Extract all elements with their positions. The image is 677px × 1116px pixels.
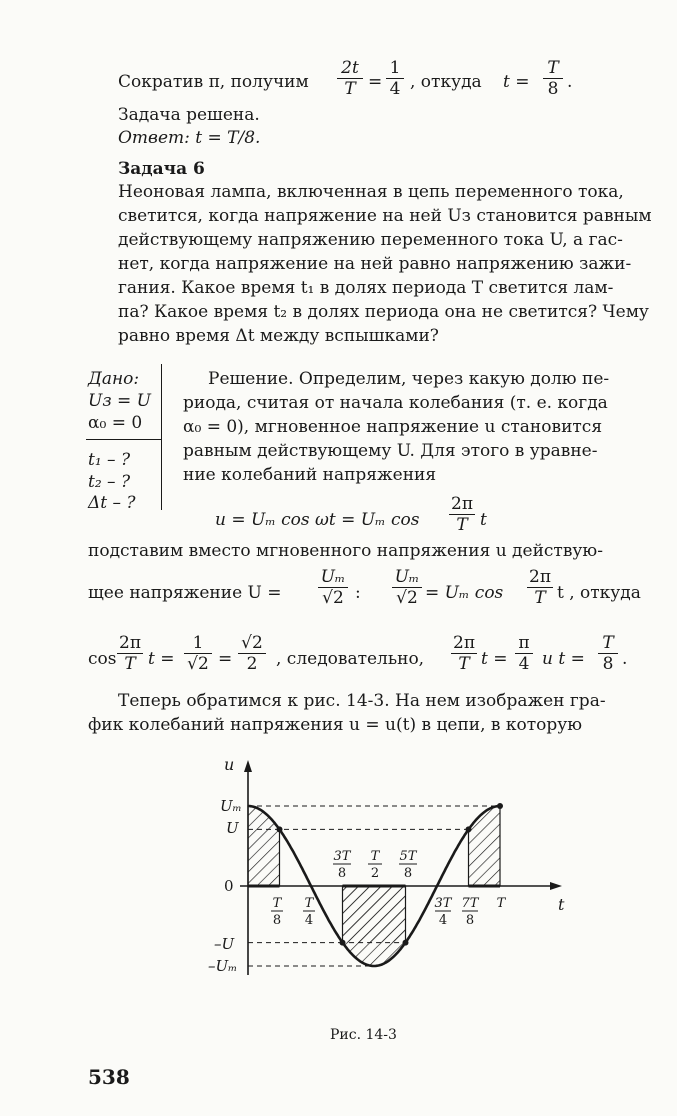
y-tick-neg-u: –U [214,935,235,953]
fraction: $\frac{T}{8}$ [598,633,618,674]
answer: Ответ: t = T/8. [118,128,261,148]
y-axis-arrow [244,760,252,772]
equation: t = [481,649,508,669]
text-line: фик колебаний напряжения u = u(t) в цепи, в которую [88,715,583,735]
given-vertical-rule [161,364,162,510]
given-divider [86,439,161,440]
y-tick-u: U [226,819,239,837]
top-tick-den: 2 [370,866,380,881]
text-line: , следовательно, [276,649,425,669]
bottom-tick-den: 8 [272,913,282,928]
y-tick-neg-um: –Uₘ [208,957,238,975]
fraction: $\frac{2t}{T}$ [337,58,363,99]
solved-text: Задача решена. [118,105,260,125]
equation: = Uₘ cos [425,583,504,603]
curve-point [497,803,503,809]
bottom-tick-num: T [272,896,282,911]
curve-point [277,826,283,832]
task-heading: Задача 6 [118,159,205,179]
fraction: $\frac{T}{8}$ [543,58,563,99]
text-line: подставим вместо мгновенного напряжения u действую- [88,541,603,561]
figure-caption: Рис. 14-3 [330,1027,397,1043]
bottom-tick-num: 7T [461,896,479,911]
page-number: 538 [88,1065,130,1089]
task-line: па? Какое время t₂ в долях периода она не светится? Чему [118,302,649,322]
y-tick-um: Uₘ [220,797,242,815]
dot: . [622,649,628,669]
y-axis-label: u [224,755,235,774]
given-item: α₀ = 0 [88,413,143,433]
unknown-item: t₂ – ? [88,472,131,492]
fraction: $\frac{√2}{2}$ [238,633,266,674]
bottom-tick-den: 8 [465,913,475,928]
bottom-tick-num: 3T [434,896,452,911]
text-line: Теперь обратимся к рис. 14-3. На нем изображен гра- [118,691,606,711]
bottom-tick-den: 4 [438,913,448,928]
fraction: $\frac{2\pi}{T}$ [453,633,475,674]
fraction: $\frac{\text{Uₘ}}{√2}$ [318,567,348,608]
equation-main: u = Uₘ cos ωt = Uₘ cos [215,510,420,530]
solution-line: Решение. Определим, через какую долю пе- [208,369,610,389]
text-line: t , откуда [557,583,641,603]
equals: = [218,649,233,669]
fraction: $\frac{2\pi}{T}$ [529,567,551,608]
colon: : [355,583,361,603]
equation: t = [148,649,175,669]
task-line: действующему напряжению переменного тока U, а гас- [118,230,623,250]
top-tick-num: 5T [399,849,417,864]
hatched-region [469,806,501,886]
text-line: щее напряжение U = [88,583,282,603]
dot: . [567,72,573,92]
text-line: , откуда [410,72,482,92]
fraction: $\frac{\text{Uₘ}}{√2}$ [392,567,422,608]
equation: cos [88,649,117,669]
solution-line: ние колебаний напряжения [183,465,437,485]
solution-line: равным действующему U. Для этого в уравне- [183,441,598,461]
task-line: равно время Δt между вспышками? [118,326,439,346]
fraction: $\frac{1}{4}$ [386,58,404,99]
x-axis-label: t [558,895,565,914]
curve-point [466,826,472,832]
top-tick-den: 8 [403,866,413,881]
hatched-region [248,806,280,886]
bottom-tick-num: T [304,896,314,911]
fraction: $\frac{2\pi}{T}$ [451,494,473,535]
period-tick: T [496,896,506,911]
bottom-tick-den: 4 [304,913,314,928]
equation-var: t [480,510,487,530]
hatched-region [343,886,406,943]
top-tick-num: 3T [333,849,351,864]
fraction: $\frac{\pi}{4}$ [515,633,533,674]
equation: t = [503,72,530,92]
fraction: $\frac{2\pi}{T}$ [119,633,141,674]
fraction: $\frac{1}{√2}$ [184,633,212,674]
given-title: Дано: [88,369,140,389]
solution-line: риода, считая от начала колебания (т. е. когда [183,393,608,413]
task-line: нет, когда напряжение на ней равно напряжению зажи- [118,254,632,274]
equals: = [368,72,383,92]
given-item: Uз = U [88,391,151,411]
unknown-item: t₁ – ? [88,450,131,470]
y-tick-zero: 0 [224,877,234,895]
text-line: Сократив π, получим [118,72,309,92]
top-tick-den: 8 [337,866,347,881]
curve-point [340,940,346,946]
x-axis-arrow [550,882,562,890]
task-line: светится, когда напряжение на ней Uз становится равным [118,206,652,226]
top-tick-num: T [370,849,380,864]
task-line: гания. Какое время t₁ в долях периода T светится лам- [118,278,614,298]
task-line: Неоновая лампа, включенная в цепь переменного тока, [118,182,624,202]
equation: и t = [542,649,585,669]
solution-line: α₀ = 0), мгновенное напряжение u становится [183,417,603,437]
unknown-item: Δt – ? [88,493,136,513]
curve-point [403,940,409,946]
voltage-graph [200,750,580,990]
